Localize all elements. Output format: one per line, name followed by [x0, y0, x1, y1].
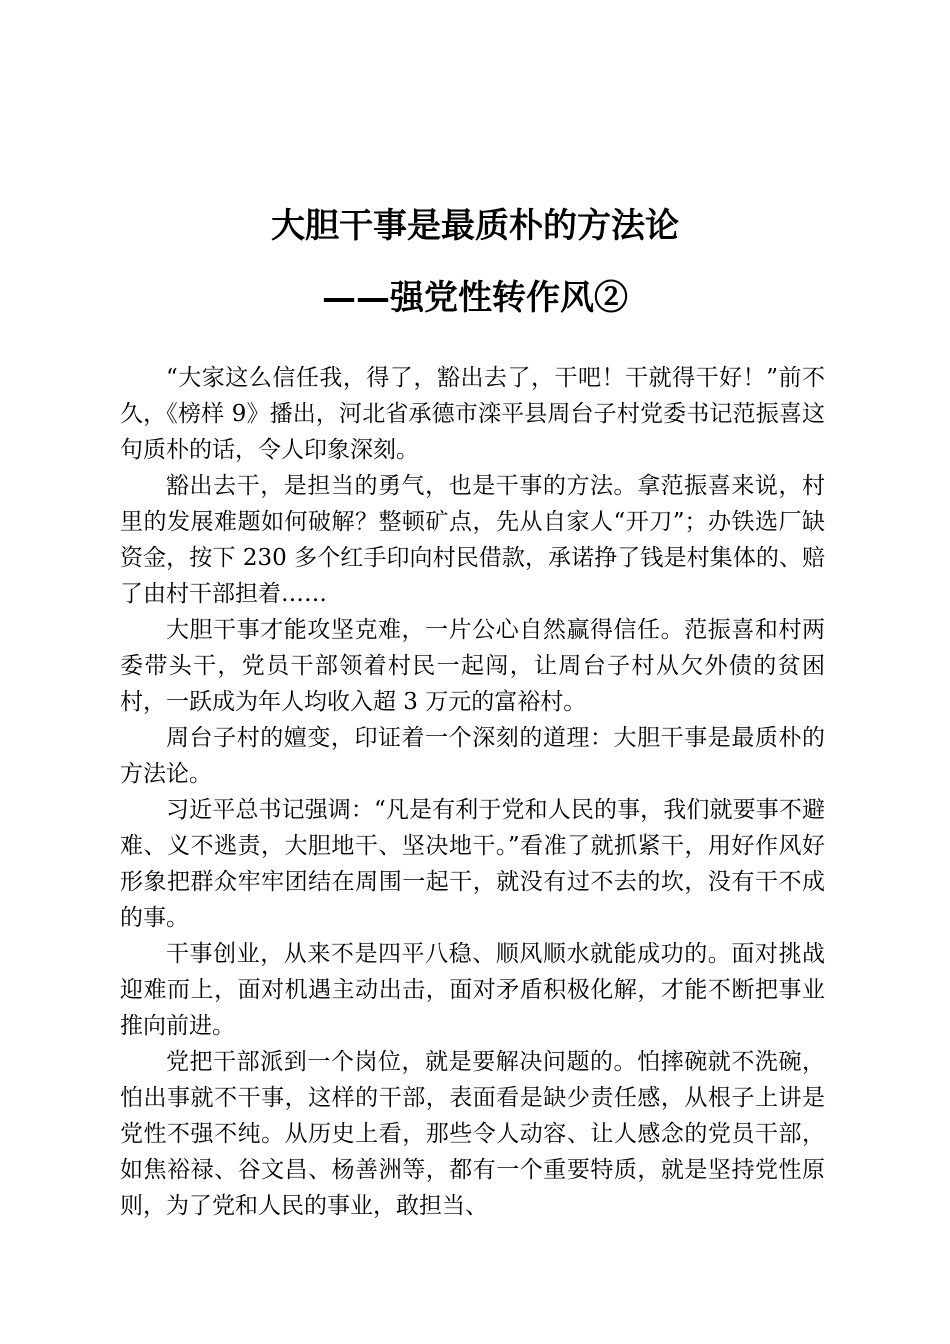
document-body	[120, 360, 825, 1224]
paragraph: 干事创业，从来不是四平八稳、顺风顺水就能成功的。面对挑战迎难而上，面对机遇主动出击，面对矛盾积极化解，才能不断把事业推向前进。	[120, 941, 825, 1039]
paragraph: 党把干部派到一个岗位，就是要解决问题的。怕摔碗就不洗碗，怕出事就不干事，这样的干部，表面看是缺少责任感，从根子上讲是党性不强不纯。从历史上看，那些令人动容、让人感念的党员干部，如焦裕禄、谷文昌、杨善洲等，都有一个重要特质，就是坚持党性原则，为了党和人民的事业，敢担当、	[120, 1049, 825, 1219]
paragraph: 豁出去干，是担当的勇气，也是干事的方法。拿范振喜来说，村里的发展难题如何破解？整顿矿点，先从自家人“开刀”；办铁选厂缺资金，按下 230 多个红手印向村民借款，承诺挣了钱是村集体的、赔了由村干部担着……	[120, 473, 825, 607]
paragraph: 大胆干事才能攻坚克难，一片公心自然赢得信任。范振喜和村两委带头干，党员干部领着村民一起闯，让周台子村从欠外债的贫困村，一跃成为年人均收入超 3 万元的富裕村。	[120, 617, 825, 715]
document-title: 大胆干事是最质朴的方法论	[271, 206, 679, 246]
paragraph: “大家这么信任我，得了，豁出去了，干吧！干就得干好！”前不久，《榜样 9》播出，河北省承德市滦平县周台子村党委书记范振喜这句质朴的话，令人印象深刻。	[120, 365, 825, 463]
paragraph: 周台子村的嬗变，印证着一个深刻的道理：大胆干事是最质朴的方法论。	[120, 725, 825, 787]
document-subtitle: ——强党性转作风②	[322, 278, 628, 318]
paragraph: 习近平总书记强调：“凡是有利于党和人民的事，我们就要事不避难、义不逃责，大胆地干、坚决地干。”看准了就抓紧干，用好作风好形象把群众牢牢团结在周围一起干，就没有过不去的坎，没有干不成的事。	[120, 797, 825, 931]
